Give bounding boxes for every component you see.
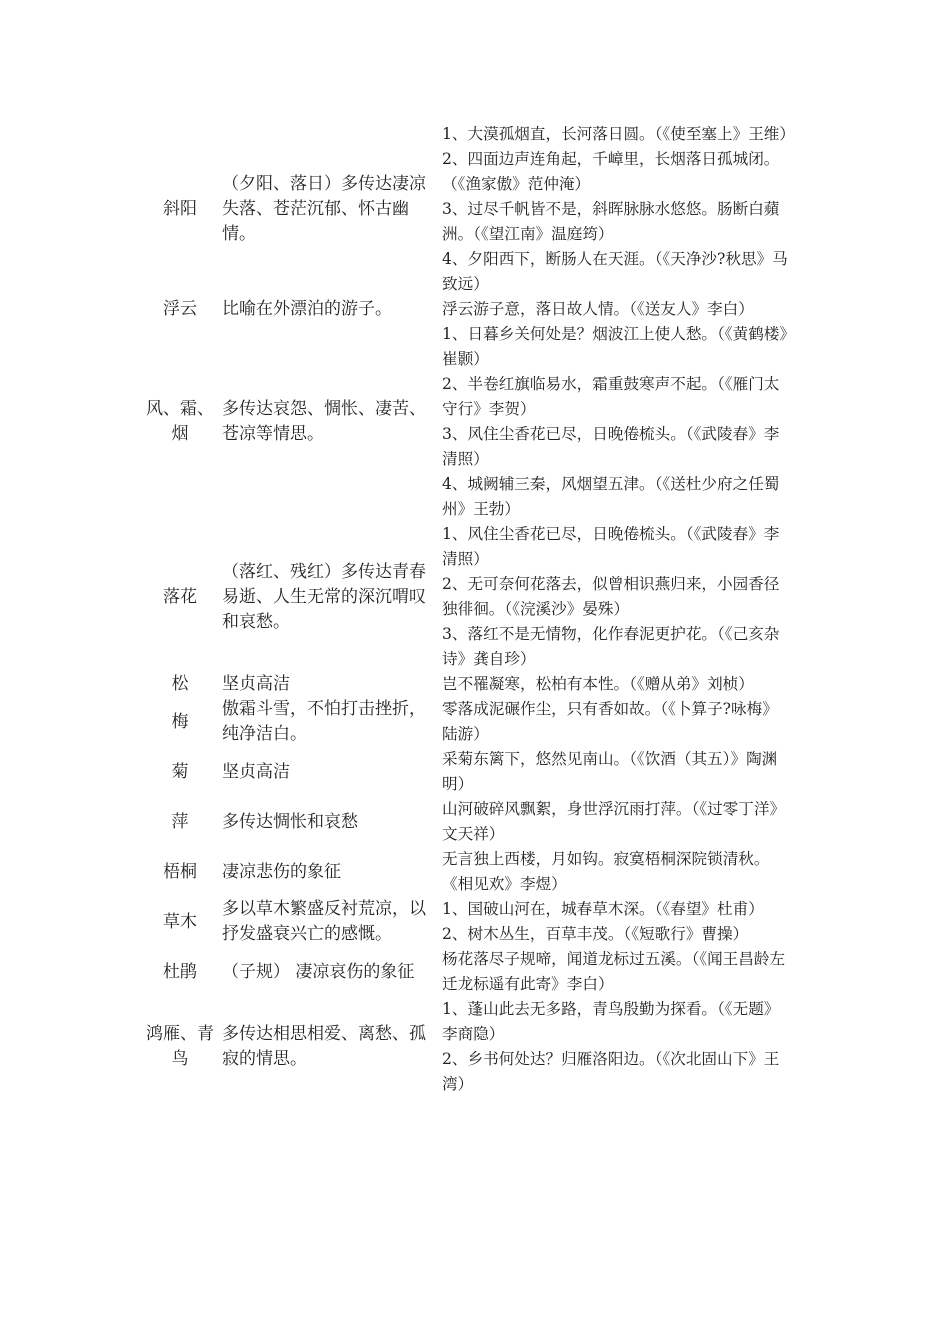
example-quote: 岂不罹凝寒，松柏有本性。（《赠从弟》刘桢）: [442, 675, 754, 693]
table-row: [140, 697, 790, 747]
example-quote: 1、风住尘香花已尽，日晚倦梳头。（《武陵春》李清照）: [442, 525, 780, 568]
example-quote: 4、夕阳西下，断肠人在天涯。（《天净沙?秋思》马致远）: [442, 250, 788, 293]
table-row: [140, 297, 790, 322]
table-row: [140, 122, 795, 297]
imagery-term: 草木: [163, 911, 197, 932]
imagery-term: 梅: [171, 711, 189, 732]
imagery-term: 落花: [163, 586, 197, 607]
example-quote: 1、日暮乡关何处是？烟波江上使人愁。（《黄鹤楼》崔颢）: [442, 325, 788, 368]
example-quote: 1、大漠孤烟直，长河落日圆。（《使至塞上》王维）: [442, 125, 795, 143]
example-quote: 采菊东篱下，悠然见南山。（《饮酒（其五）》陶渊明）: [442, 750, 778, 793]
imagery-meaning: （夕阳、落日）多传达凄凉失落、苍茫沉郁、怀古幽情。: [222, 174, 426, 244]
table-row: [140, 847, 790, 897]
example-quote: 3、过尽千帆皆不是，斜晖脉脉水悠悠。肠断白蘋洲。（《望江南》温庭筠）: [442, 200, 780, 243]
imagery-term: 松: [171, 674, 189, 694]
imagery-term: 风、霜、烟: [146, 399, 214, 444]
imagery-meaning: 多传达哀怨、惆怅、凄苦、苍凉等情思。: [222, 399, 426, 444]
imagery-term: 菊: [171, 761, 189, 782]
table-row: [140, 797, 790, 847]
imagery-meaning: 多传达相思相爱、离愁、孤寂的情思。: [222, 1024, 426, 1069]
example-quotes: [442, 672, 788, 697]
table-row: [140, 322, 790, 522]
imagery-meaning: 坚贞高洁: [222, 674, 290, 694]
example-quote: 杨花落尽子规啼，闻道龙标过五溪。（《闻王昌龄左迁龙标遥有此寄》李白）: [442, 950, 786, 993]
imagery-term: 浮云: [163, 299, 197, 319]
example-quotes: [442, 997, 788, 1097]
imagery-term: 斜阳: [163, 199, 197, 219]
example-quote: 无言独上西楼，月如钩。寂寞梧桐深院锁清秋。《相见欢》李煜）: [442, 850, 770, 893]
example-quotes: [442, 747, 788, 797]
table-row: [140, 672, 790, 697]
example-quote: 2、无可奈何花落去，似曾相识燕归来，小园香径独徘徊。（《浣溪沙》晏殊）: [442, 575, 780, 618]
imagery-meaning: 比喻在外漂泊的游子。: [222, 299, 392, 319]
imagery-term: 鸿雁、青鸟: [146, 1024, 214, 1069]
table-row: [140, 522, 790, 672]
example-quotes: [442, 322, 788, 522]
table-row: [140, 997, 790, 1097]
example-quote: 2、四面边声连角起，千嶂里，长烟落日孤城闭。（《渔家傲》范仲淹）: [442, 150, 780, 193]
imagery-meaning: 凄凉悲伤的象征: [222, 861, 341, 882]
example-quote: 1、蓬山此去无多路，青鸟殷勤为探看。（《无题》李商隐）: [442, 1000, 780, 1043]
example-quote: 山河破碎风飘絮，身世浮沉雨打萍。（《过零丁洋》文天祥）: [442, 800, 786, 843]
example-quotes: [442, 847, 788, 897]
imagery-meaning: 多传达惆怅和哀愁: [222, 811, 358, 832]
imagery-meaning: 傲霜斗雪，不怕打击挫折，纯净洁白。: [222, 699, 426, 744]
imagery-meaning: （子规） 凄凉哀伤的象征: [222, 961, 415, 982]
example-quotes: [442, 947, 788, 997]
example-quotes: [442, 697, 788, 747]
table-row: [140, 947, 790, 997]
table-row: [140, 747, 790, 797]
imagery-meaning: 多以草木繁盛反衬荒凉，以抒发盛衰兴亡的感慨。: [222, 899, 426, 944]
imagery-term: 杜鹃: [163, 961, 197, 982]
example-quotes: [442, 522, 788, 672]
example-quote: 零落成泥碾作尘，只有香如故。（《卜算子?咏梅》陆游）: [442, 700, 778, 743]
imagery-term: 萍: [171, 811, 189, 832]
example-quote: 3、风住尘香花已尽，日晚倦梳头。（《武陵春》李清照）: [442, 425, 780, 468]
example-quote: 2、乡书何处达？归雁洛阳边。（《次北固山下》王湾）: [442, 1050, 780, 1093]
example-quote: 3、落红不是无情物，化作春泥更护花。（《己亥杂诗》龚自珍）: [442, 625, 780, 668]
table-row: [140, 897, 790, 947]
example-quote: 2、树木丛生，百草丰茂。（《短歌行》曹操）: [442, 925, 749, 943]
example-quotes: [442, 897, 788, 947]
example-quote: 1、国破山河在，城春草木深。（《春望》杜甫）: [442, 900, 764, 918]
imagery-meaning: 坚贞高洁: [222, 761, 290, 782]
example-quote: 4、城阙辅三秦，风烟望五津。（《送杜少府之任蜀州》王勃）: [442, 475, 780, 518]
imagery-term: 梧桐: [163, 861, 197, 882]
example-quotes: [442, 122, 795, 297]
example-quote: 2、半卷红旗临易水，霜重鼓寒声不起。（《雁门太守行》李贺）: [442, 375, 780, 418]
imagery-meaning: （落红、残红）多传达青春易逝、人生无常的深沉喟叹和哀愁。: [222, 561, 426, 632]
example-quote: 浮云游子意，落日故人情。（《送友人》李白）: [442, 300, 754, 318]
example-quotes: [442, 297, 788, 322]
example-quotes: [442, 797, 788, 847]
imagery-table: [140, 122, 795, 1097]
